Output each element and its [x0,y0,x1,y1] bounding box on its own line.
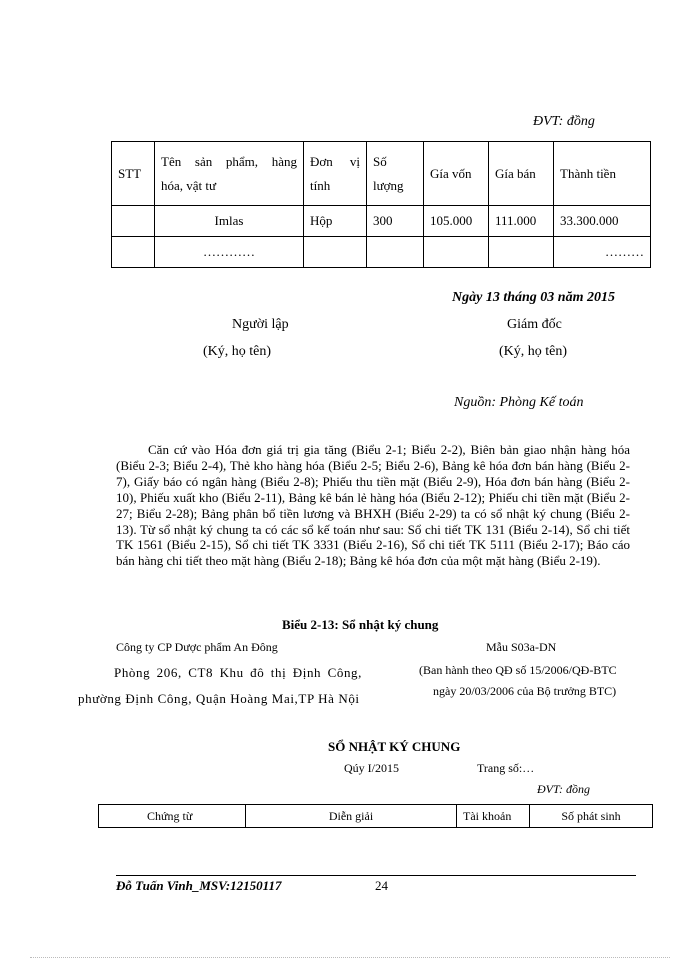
table-header-row [112,142,651,206]
header-voucher: Chứng từ [99,805,246,828]
cell-price: 111.000 [489,206,554,237]
cell-unit [304,237,367,268]
header-cost: Gía vốn [424,142,489,206]
signature-right-title: Giám đốc [507,317,562,332]
cell-product-name: ………… [155,237,304,268]
cell-total: ……… [554,237,651,268]
unit-label-top: ĐVT: đồng [533,114,595,129]
cell-stt [112,237,155,268]
table-row [112,237,651,268]
company-name: Công ty CP Dược phẩm An Đông [116,640,278,654]
product-table [111,141,651,268]
header-description: Diễn giải [246,805,457,828]
date-line: Ngày 13 tháng 03 năm 2015 [452,290,615,305]
form-note-line2: ngày 20/03/2006 của Bộ trưởng BTC) [433,684,617,698]
cell-price [489,237,554,268]
cell-quantity: 300 [367,206,424,237]
cell-cost [424,237,489,268]
header-amount: Số phát sinh [530,805,653,828]
header-quantity: Số lượng [367,142,424,206]
header-account: Tài khoản [457,805,530,828]
page-edge-dotted-line [30,957,670,958]
cell-stt [112,206,155,237]
header-product-name: Tên sản phẩm, hàng hóa, vật tư [155,142,304,206]
company-address: Phòng 206, CT8 Khu đô thị Định Công, phường Định Công, Quận Hoàng Mai,TP Hà Nội [78,665,362,706]
footer-page-number: 24 [375,878,388,893]
quarter-label: Qúy I/2015 [344,761,399,775]
cell-quantity [367,237,424,268]
signature-left-title: Người lập [232,317,289,332]
signature-right-note: (Ký, họ tên) [499,344,568,359]
header-unit: Đơn vị tính [304,142,367,206]
table-row [112,206,651,237]
cell-unit: Hộp [304,206,367,237]
header-price: Gía bán [489,142,554,206]
journal-table [98,804,653,828]
cell-cost: 105.000 [424,206,489,237]
footer-divider [116,875,636,876]
form-note-line1: (Ban hành theo QĐ số 15/2006/QĐ-BTC [419,663,617,677]
page-label: Trang số:… [477,761,535,775]
figure-title: Biểu 2-13: Sổ nhật ký chung [282,617,439,632]
cell-total: 33.300.000 [554,206,651,237]
signature-left-note: (Ký, họ tên) [203,344,272,359]
source-note: Nguồn: Phòng Kế toán [454,395,584,410]
header-stt: STT [112,142,155,206]
form-code: Mẫu S03a-DN [486,640,557,654]
book-title: SỔ NHẬT KÝ CHUNG [328,739,461,754]
footer-author: Đỗ Tuấn Vinh_MSV:12150117 [116,878,282,893]
body-paragraph: Căn cứ vào Hóa đơn giá trị gia tăng (Biểu 2-1; Biểu 2-2), Biên bản giao nhận hàng hóa (Biểu 2-3; Biểu 2-4), Thẻ kho hàng hóa (Biểu 2-5; Biểu 2-6), Bảng kê hóa đơn bán hàng (Biểu 2-7), Giấy báo có ngân hàng (Biểu 2-8); Phiếu thu tiền mặt (Biểu 2-9), Hóa đơn bán hàng (Biểu 2-10), Phiếu xuất kho (Biểu 2-11), Bảng kê bán lẻ hàng hóa (Biểu 2-12); Phiếu chi tiền mặt (Biểu 2-27; Biểu 2-28); Bảng phân bổ tiền lương và BHXH (Biểu 2-29) ta có sổ nhật ký chung (Biểu 2-13). Từ sổ nhật ký chung ta có các sổ kế toán như sau: Sổ chi tiết TK 131 (Biểu 2-14), Sổ chi tiết TK 1561 (Biểu 2-15), Sổ chi tiết TK 3331 (Biểu 2-16), Sổ chi tiết TK 5111 (Biểu 2-17); Báo cáo bán hàng chi tiết theo mặt hàng (Biểu 2-18); Bảng kê hóa đơn của một mặt hàng (Biểu 2-19). [116,442,630,569]
cell-product-name: Imlas [155,206,304,237]
header-total: Thành tiền [554,142,651,206]
unit-label-bottom: ĐVT: đồng [537,782,591,796]
journal-header-row [99,805,653,828]
